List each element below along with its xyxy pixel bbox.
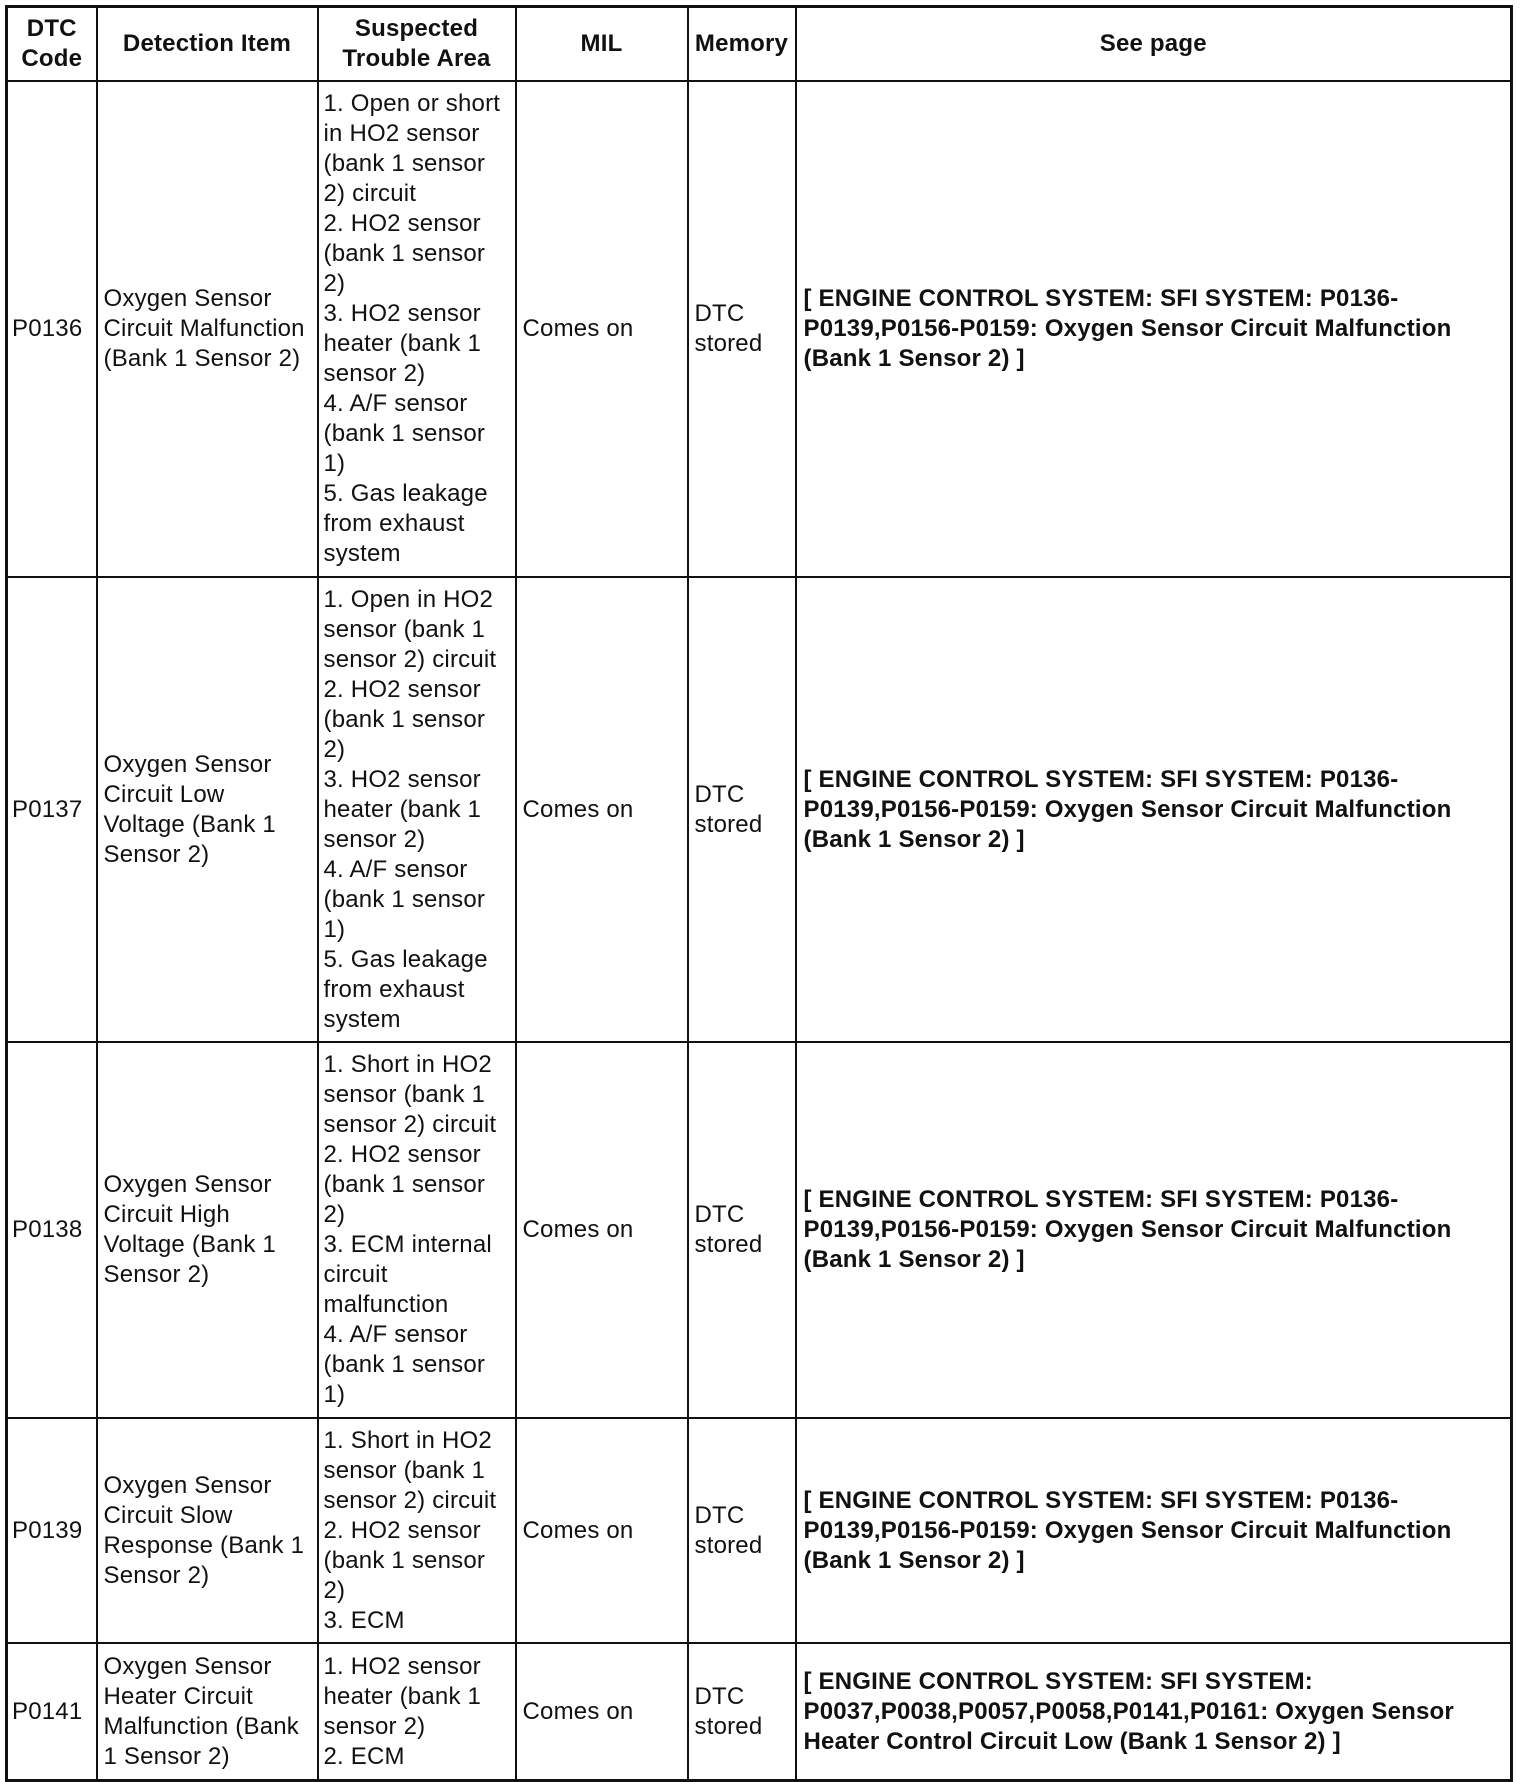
memory-cell: DTC stored: [688, 1643, 796, 1781]
header-memory: Memory: [688, 7, 796, 82]
dtc-code-cell: P0136: [7, 81, 97, 577]
memory-cell: DTC stored: [688, 1042, 796, 1418]
trouble-area-line: 3. HO2 sensor heater (bank 1 sensor 2): [323, 765, 482, 853]
detection-item-cell: Oxygen Sensor Circuit High Voltage (Bank 1 Sensor 2): [97, 1042, 318, 1418]
dtc-code-cell: P0137: [7, 577, 97, 1042]
table-row: [7, 1042, 1512, 1418]
detection-item-cell: Oxygen Sensor Heater Circuit Malfunction (Bank 1 Sensor 2): [97, 1643, 318, 1781]
trouble-area-line: 2. HO2 sensor (bank 1 sensor 2): [323, 1141, 486, 1228]
see-page-link[interactable]: [ ENGINE CONTROL SYSTEM: SFI SYSTEM: P0136-P0139,P0156-P0159: Oxygen Sensor Circuit Malfunction (Bank 1 Sensor 2) ]: [796, 81, 1512, 577]
header-suspected-trouble-area: Suspected Trouble Area: [318, 7, 516, 82]
memory-cell: DTC stored: [688, 81, 796, 577]
header-see-page: See page: [796, 7, 1512, 82]
header-mil: MIL: [516, 7, 688, 82]
table-row: [7, 81, 1512, 577]
trouble-area-cell: [318, 81, 516, 577]
trouble-area-line: 5. Gas leakage from exhaust system: [323, 480, 488, 567]
trouble-area-line: 4. A/F sensor (bank 1 sensor 1): [323, 390, 486, 477]
trouble-area-line: 3. ECM internal circuit malfunction: [323, 1231, 492, 1318]
table-row: [7, 1418, 1512, 1643]
memory-cell: DTC stored: [688, 577, 796, 1042]
detection-item-cell: Oxygen Sensor Circuit Low Voltage (Bank 1 Sensor 2): [97, 577, 318, 1042]
trouble-area-line: 2. ECM: [323, 1742, 405, 1770]
memory-cell: DTC stored: [688, 1418, 796, 1643]
mil-cell: Comes on: [516, 81, 688, 577]
trouble-area-line: 3. HO2 sensor heater (bank 1 sensor 2): [323, 300, 482, 387]
trouble-area-cell: [318, 1418, 516, 1643]
mil-cell: Comes on: [516, 1418, 688, 1643]
dtc-code-cell: P0141: [7, 1643, 97, 1781]
trouble-area-line: 2. HO2 sensor (bank 1 sensor 2): [323, 675, 486, 763]
dtc-code-cell: P0138: [7, 1042, 97, 1418]
trouble-area-line: 2. HO2 sensor (bank 1 sensor 2): [323, 1516, 486, 1604]
see-page-link[interactable]: [ ENGINE CONTROL SYSTEM: SFI SYSTEM: P0136-P0139,P0156-P0159: Oxygen Sensor Circuit Malfunction (Bank 1 Sensor 2) ]: [796, 577, 1512, 1042]
trouble-area-line: 5. Gas leakage from exhaust system: [323, 945, 488, 1033]
mil-cell: Comes on: [516, 577, 688, 1042]
trouble-area-line: 3. ECM: [323, 1606, 405, 1634]
header-detection-item: Detection Item: [97, 7, 318, 82]
dtc-table: [5, 5, 1513, 1782]
trouble-area-line: 1. Short in HO2 sensor (bank 1 sensor 2) circuit: [323, 1426, 497, 1514]
see-page-link[interactable]: [ ENGINE CONTROL SYSTEM: SFI SYSTEM: P0136-P0139,P0156-P0159: Oxygen Sensor Circuit Malfunction (Bank 1 Sensor 2) ]: [796, 1418, 1512, 1643]
trouble-area-cell: [318, 577, 516, 1042]
mil-cell: Comes on: [516, 1643, 688, 1781]
trouble-area-cell: [318, 1042, 516, 1418]
detection-item-cell: Oxygen Sensor Circuit Slow Response (Bank 1 Sensor 2): [97, 1418, 318, 1643]
table-row: [7, 577, 1512, 1042]
trouble-area-cell: [318, 1643, 516, 1781]
table-row: [7, 1643, 1512, 1781]
see-page-link[interactable]: [ ENGINE CONTROL SYSTEM: SFI SYSTEM: P0136-P0139,P0156-P0159: Oxygen Sensor Circuit Malfunction (Bank 1 Sensor 2) ]: [796, 1042, 1512, 1418]
detection-item-cell: Oxygen Sensor Circuit Malfunction (Bank 1 Sensor 2): [97, 81, 318, 577]
dtc-code-cell: P0139: [7, 1418, 97, 1643]
header-dtc-code: DTC Code: [7, 7, 97, 82]
mil-cell: Comes on: [516, 1042, 688, 1418]
trouble-area-line: 1. HO2 sensor heater (bank 1 sensor 2): [323, 1652, 482, 1740]
trouble-area-line: 1. Short in HO2 sensor (bank 1 sensor 2) circuit: [323, 1051, 497, 1138]
trouble-area-line: 4. A/F sensor (bank 1 sensor 1): [323, 855, 486, 943]
trouble-area-line: 1. Open or short in HO2 sensor (bank 1 sensor 2) circuit: [323, 90, 501, 207]
see-page-link[interactable]: [ ENGINE CONTROL SYSTEM: SFI SYSTEM: P0037,P0038,P0057,P0058,P0141,P0161: Oxygen Sensor Heater Control Circuit Low (Bank 1 Sensor 2) ]: [796, 1643, 1512, 1781]
trouble-area-line: 4. A/F sensor (bank 1 sensor 1): [323, 1321, 486, 1408]
trouble-area-line: 2. HO2 sensor (bank 1 sensor 2): [323, 210, 486, 297]
header-row: [7, 7, 1512, 82]
trouble-area-line: 1. Open in HO2 sensor (bank 1 sensor 2) circuit: [323, 585, 497, 673]
